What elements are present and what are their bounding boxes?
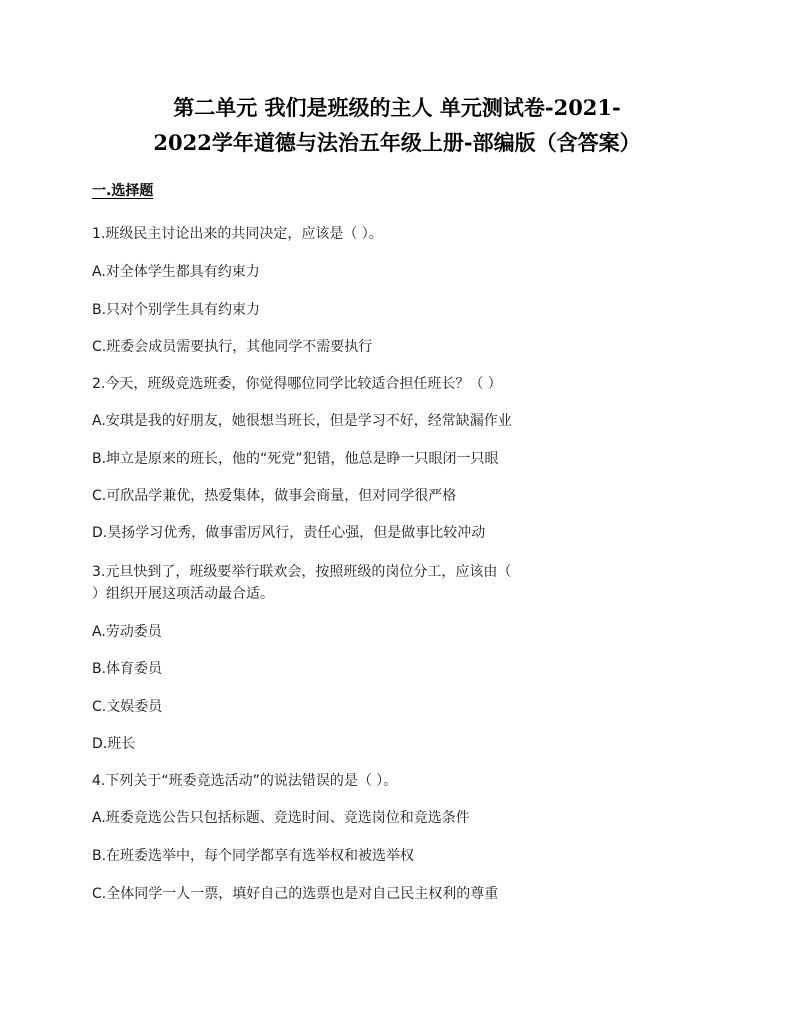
question-3-option-c: C.文娱委员 [92, 699, 163, 715]
question-2-stem: 2.今天，班级竞选班委，你觉得哪位同学比较适合担任班长？（ ） [92, 376, 502, 392]
question-2-option-c: C.可欣品学兼优，热爱集体，做事会商量，但对同学很严格 [92, 488, 457, 504]
question-2-option-b: B.坤立是原来的班长，他的“死党”犯错，他总是睁一只眼闭一只眼 [92, 451, 499, 467]
question-4-option-b: B.在班委选举中，每个同学都享有选举权和被选举权 [92, 848, 415, 864]
question-4-option-c: C.全体同学一人一票，填好自己的选票也是对自己民主权利的尊重 [92, 886, 499, 902]
question-1-stem: 1.班级民主讨论出来的共同决定，应该是（ ）。 [92, 226, 383, 242]
question-1-option-a: A.对全体学生都具有约束力 [92, 264, 260, 280]
document-title-line1: 第二单元 我们是班级的主人 单元测试卷-2021- [173, 95, 621, 120]
question-2-option-d: D.昊扬学习优秀，做事雷厉风行，责任心强，但是做事比较冲动 [92, 525, 486, 541]
question-3-option-d: D.班长 [92, 736, 136, 752]
question-3-option-b: B.体育委员 [92, 661, 163, 677]
question-3-option-a: A.劳动委员 [92, 624, 162, 640]
question-3-stem-line2: ）组织开展这项活动最合适。 [92, 586, 274, 602]
question-2-option-a: A.安琪是我的好朋友，她很想当班长，但是学习不好，经常缺漏作业 [92, 413, 512, 429]
question-4-option-a: A.班委竞选公告只包括标题、竞选时间、竞选岗位和竞选条件 [92, 810, 470, 826]
document-title-line2: 2022学年道德与法治五年级上册-部编版（含答案） [153, 130, 641, 155]
question-3-stem-line1: 3.元旦快到了，班级要举行联欢会，按照班级的岗位分工，应该由（ [92, 564, 512, 580]
section-heading: 一.选择题 [92, 183, 154, 199]
question-1-option-b: B.只对个别学生具有约束力 [92, 302, 261, 318]
question-1-option-c: C.班委会成员需要执行，其他同学不需要执行 [92, 339, 373, 355]
question-4-stem: 4.下列关于“班委竞选活动”的说法错误的是（ ）。 [92, 773, 398, 789]
